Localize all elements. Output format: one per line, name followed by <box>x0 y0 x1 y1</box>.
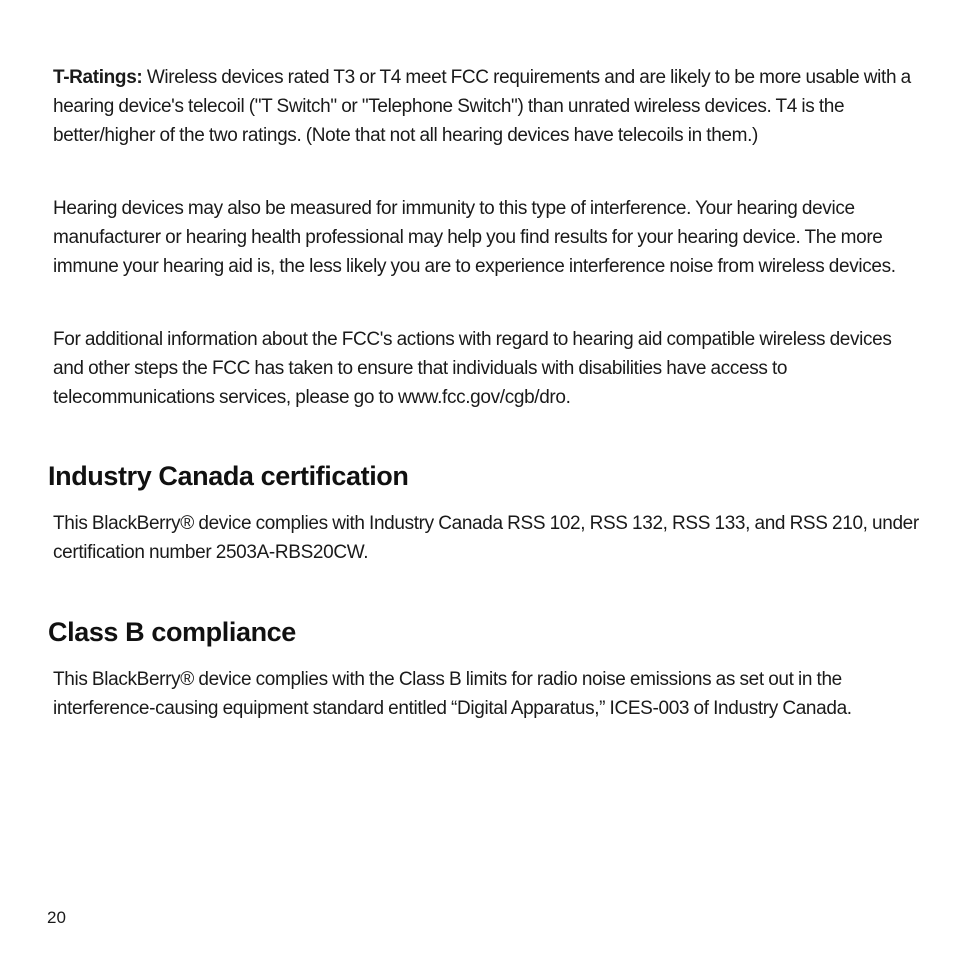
page-number: 20 <box>47 908 66 927</box>
t-ratings-paragraph <box>53 63 923 150</box>
industry-canada-heading: Industry Canada certification <box>48 461 409 491</box>
t-ratings-text: Wireless devices rated T3 or T4 meet FCC requirements and are likely to be more usable with a hearing device's telecoil ("T Switch" or "Telephone Switch") than unrated wireless devices. T4 is the better/higher of the two ratings. (Note that not all hearing devices have telecoils in them.) <box>53 67 911 146</box>
class-b-heading: Class B compliance <box>48 617 296 647</box>
industry-canada-paragraph: This BlackBerry® device complies with Industry Canada RSS 102, RSS 132, RSS 133, and RSS 210, under certification number 2503A-RBS20CW. <box>53 513 919 563</box>
class-b-paragraph: This BlackBerry® device complies with the Class B limits for radio noise emissions as set out in the interference-causing equipment standard entitled “Digital Apparatus,” ICES-003 of Industry Canada. <box>53 669 852 719</box>
immunity-paragraph: Hearing devices may also be measured for immunity to this type of interference. Your hearing device manufacturer or hearing health professional may help you find results for your hearing device. The more immune your hearing aid is, the less likely you are to experience interference noise from wireless devices. <box>53 198 896 277</box>
fcc-info-paragraph: For additional information about the FCC's actions with regard to hearing aid compatible wireless devices and other steps the FCC has taken to ensure that individuals with disabilities have access to telecommunications services, please go to www.fcc.gov/cgb/dro. <box>53 329 892 408</box>
t-ratings-label: T-Ratings: <box>53 67 143 88</box>
